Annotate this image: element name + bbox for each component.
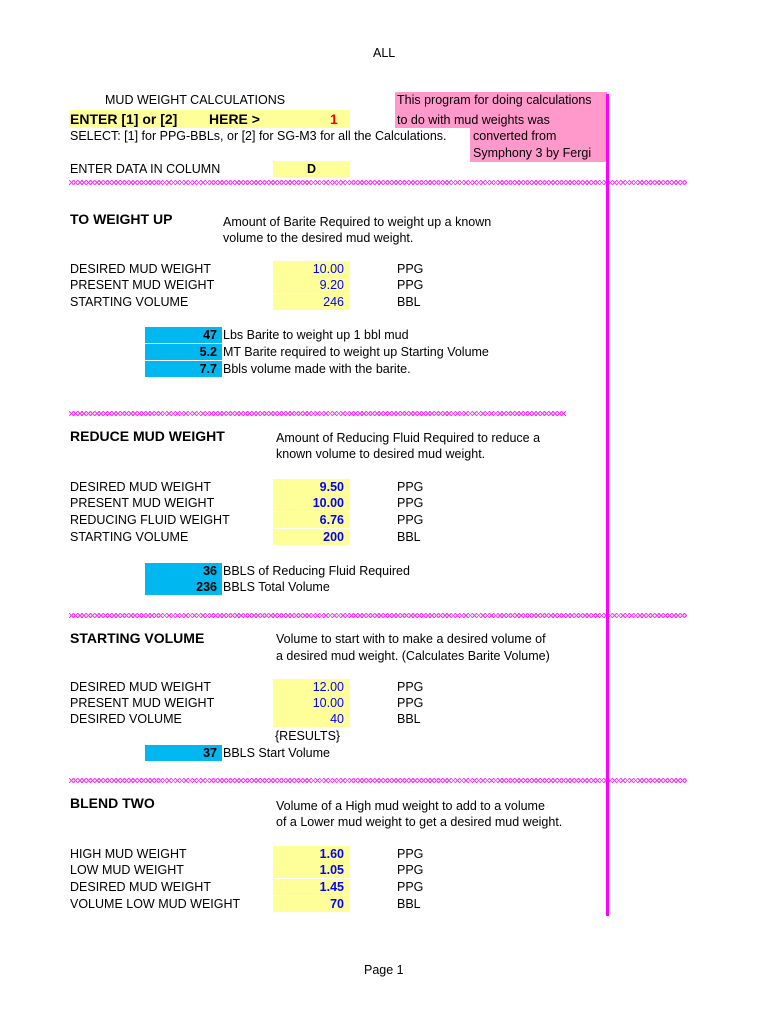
starting-row-value-input[interactable]: 40 [273, 711, 350, 727]
reduce-row-unit: PPG [397, 513, 424, 527]
enter-label: ENTER [1] or [2] [70, 111, 178, 127]
weight-up-row-unit: PPG [397, 278, 424, 292]
reduce-row-value-input[interactable]: 10.00 [273, 495, 350, 511]
blend-row-unit: PPG [397, 880, 424, 894]
data-column-label: ENTER DATA IN COLUMN [70, 162, 221, 176]
reduce-row-label: REDUCING FLUID WEIGHT [70, 513, 230, 527]
note-line-2: to do with mud weights was [397, 113, 550, 127]
starting-row-value-input[interactable]: 12.00 [273, 679, 350, 695]
weight-up-row-unit: PPG [397, 262, 424, 276]
weight-up-row-label: STARTING VOLUME [70, 295, 189, 309]
enter-value-input[interactable]: 1 [330, 111, 338, 127]
starting-heading: STARTING VOLUME [70, 630, 205, 646]
starting-desc-1: Volume to start with to make a desired volume of [276, 632, 546, 646]
blend-row-value-input[interactable]: 1.45 [273, 879, 350, 895]
starting-row-unit: BBL [397, 712, 421, 726]
blend-row-label: VOLUME LOW MUD WEIGHT [70, 897, 241, 911]
reduce-row-label: DESIRED MUD WEIGHT [70, 480, 211, 494]
reduce-result-text: BBLS Total Volume [223, 580, 330, 594]
note-line-3: converted from [473, 129, 557, 143]
reduce-result-text: BBLS of Reducing Fluid Required [223, 564, 410, 578]
divider-3 [69, 613, 687, 618]
divider-2 [69, 411, 566, 416]
weight-up-result-text: Lbs Barite to weight up 1 bbl mud [223, 328, 409, 342]
sheet-title: MUD WEIGHT CALCULATIONS [105, 93, 286, 107]
blend-row-unit: PPG [397, 847, 424, 861]
reduce-result-value: 236 [145, 579, 222, 595]
select-instructions: SELECT: [1] for PPG-BBLs, or [2] for SG-M3 for all the Calculations. [70, 129, 447, 143]
reduce-row-value-input[interactable]: 9.50 [273, 479, 350, 495]
reduce-row-label: PRESENT MUD WEIGHT [70, 496, 215, 510]
weight-up-row-unit: BBL [397, 295, 421, 309]
weight-up-row-value-input[interactable]: 10.00 [273, 261, 350, 277]
reduce-row-value-input[interactable]: 6.76 [273, 512, 350, 528]
starting-desc-2: a desired mud weight. (Calculates Barite Volume) [276, 649, 550, 663]
weight-up-result-text: MT Barite required to weight up Starting Volume [223, 345, 489, 359]
blend-desc-2: of a Lower mud weight to get a desired mud weight. [276, 815, 563, 829]
blend-row-unit: BBL [397, 897, 421, 911]
weight-up-desc-1: Amount of Barite Required to weight up a known [223, 215, 492, 229]
page-number: Page 1 [364, 963, 404, 977]
starting-result-value: 37 [145, 745, 222, 761]
weight-up-row-label: DESIRED MUD WEIGHT [70, 262, 211, 276]
weight-up-heading: TO WEIGHT UP [70, 211, 173, 227]
reduce-heading: REDUCE MUD WEIGHT [70, 428, 225, 444]
blend-row-value-input[interactable]: 1.60 [273, 846, 350, 862]
weight-up-row-label: PRESENT MUD WEIGHT [70, 278, 215, 292]
reduce-row-unit: PPG [397, 480, 424, 494]
weight-up-result-text: Bbls volume made with the barite. [223, 362, 411, 376]
starting-row-label: PRESENT MUD WEIGHT [70, 696, 215, 710]
starting-row-label: DESIRED MUD WEIGHT [70, 680, 211, 694]
here-label: HERE > [209, 111, 260, 127]
weight-up-result-value: 47 [145, 327, 222, 343]
note-line-4: Symphony 3 by Fergi [473, 146, 592, 160]
weight-up-row-value-input[interactable]: 9.20 [273, 277, 350, 293]
blend-heading: BLEND TWO [70, 795, 155, 811]
blend-row-label: DESIRED MUD WEIGHT [70, 880, 211, 894]
reduce-row-label: STARTING VOLUME [70, 530, 189, 544]
starting-result-text: BBLS Start Volume [223, 746, 331, 760]
reduce-desc-1: Amount of Reducing Fluid Required to reduce a [276, 431, 541, 445]
blend-row-label: LOW MUD WEIGHT [70, 863, 184, 877]
starting-row-unit: PPG [397, 696, 424, 710]
note-line-1: This program for doing calculations [397, 93, 592, 107]
reduce-row-value-input[interactable]: 200 [273, 529, 350, 545]
weight-up-row-value-input[interactable]: 246 [273, 294, 350, 310]
starting-row-label: DESIRED VOLUME [70, 712, 182, 726]
weight-up-result-value: 7.7 [145, 361, 222, 377]
starting-row-value-input[interactable]: 10.00 [273, 695, 350, 711]
blend-desc-1: Volume of a High mud weight to add to a volume [276, 799, 545, 813]
results-label: {RESULTS} [275, 729, 341, 743]
data-column-input[interactable]: D [273, 161, 350, 177]
blend-row-label: HIGH MUD WEIGHT [70, 847, 187, 861]
reduce-desc-2: known volume to desired mud weight. [276, 447, 486, 461]
weight-up-result-value: 5.2 [145, 344, 222, 360]
blend-row-value-input[interactable]: 70 [273, 896, 350, 912]
weight-up-desc-2: volume to the desired mud weight. [223, 231, 414, 245]
reduce-row-unit: PPG [397, 496, 424, 510]
divider-4 [69, 778, 687, 783]
page-header: ALL [373, 46, 396, 60]
reduce-row-unit: BBL [397, 530, 421, 544]
divider-1 [69, 180, 687, 185]
blend-row-unit: PPG [397, 863, 424, 877]
blend-row-value-input[interactable]: 1.05 [273, 862, 350, 878]
starting-row-unit: PPG [397, 680, 424, 694]
vertical-page-rule [606, 94, 609, 916]
reduce-result-value: 36 [145, 563, 222, 579]
